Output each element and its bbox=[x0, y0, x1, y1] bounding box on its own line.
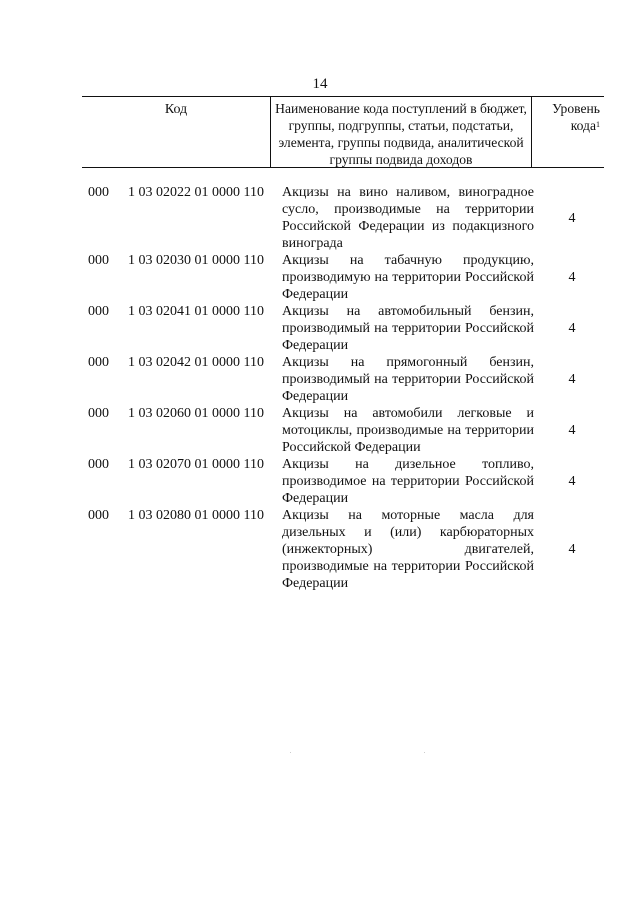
code-level: 4 bbox=[568, 372, 576, 387]
revenue-name: Акцизы на дизельное топливо, производимое на территории Российской Федерации bbox=[282, 457, 534, 506]
revenue-code: 1 03 02080 01 0000 110 bbox=[128, 508, 264, 523]
table-header bbox=[82, 96, 604, 168]
admin-code: 000 bbox=[88, 253, 109, 268]
revenue-name: Акцизы на прямогонный бензин, производимый на территории Российской Федерации bbox=[282, 355, 534, 404]
header-level-footnote: 1 bbox=[596, 120, 600, 129]
revenue-name: Акцизы на моторные масла для дизельных и (или) карбюраторных (инжекторных) двигателей, производимые на территории Российской Федерации bbox=[282, 508, 534, 591]
admin-code: 000 bbox=[88, 457, 109, 472]
revenue-code: 1 03 02060 01 0000 110 bbox=[128, 406, 264, 421]
header-name: Наименование кода поступлений в бюджет, группы, подгруппы, статьи, подстатьи, элемента, группы подвида, аналитической группы подвида доходов bbox=[270, 97, 532, 167]
page-number: 14 bbox=[312, 76, 328, 92]
revenue-name: Акцизы на автомобильный бензин, производимый на территории Российской Федерации bbox=[282, 304, 534, 353]
revenue-code: 1 03 02042 01 0000 110 bbox=[128, 355, 264, 370]
admin-code: 000 bbox=[88, 304, 109, 319]
table-row bbox=[0, 456, 640, 507]
revenue-name: Акцизы на вино наливом, виноградное сусло, производимые на территории Российской Федерации из подакцизного винограда bbox=[282, 185, 534, 251]
revenue-code: 1 03 02030 01 0000 110 bbox=[128, 253, 264, 268]
code-level: 4 bbox=[568, 542, 576, 557]
table-row bbox=[0, 303, 640, 354]
admin-code: 000 bbox=[88, 185, 109, 200]
header-level-label: Уровень кода bbox=[552, 101, 600, 133]
table-row bbox=[0, 184, 640, 252]
header-code: Код bbox=[164, 102, 188, 117]
table-body bbox=[0, 184, 640, 592]
table-row bbox=[0, 405, 640, 456]
code-level: 4 bbox=[568, 270, 576, 285]
code-level: 4 bbox=[568, 211, 576, 226]
table-row bbox=[0, 354, 640, 405]
table-row bbox=[0, 252, 640, 303]
admin-code: 000 bbox=[88, 355, 109, 370]
scan-speck bbox=[424, 752, 425, 753]
revenue-name: Акцизы на автомобили легковые и мотоциклы, производимые на территории Российской Федерации bbox=[282, 406, 534, 455]
admin-code: 000 bbox=[88, 406, 109, 421]
scan-speck bbox=[290, 752, 291, 753]
table-row bbox=[0, 507, 640, 592]
revenue-code: 1 03 02041 01 0000 110 bbox=[128, 304, 264, 319]
code-level: 4 bbox=[568, 474, 576, 489]
admin-code: 000 bbox=[88, 508, 109, 523]
revenue-code: 1 03 02022 01 0000 110 bbox=[128, 185, 264, 200]
code-level: 4 bbox=[568, 321, 576, 336]
header-level bbox=[532, 97, 604, 167]
code-level: 4 bbox=[568, 423, 576, 438]
revenue-code: 1 03 02070 01 0000 110 bbox=[128, 457, 264, 472]
revenue-name: Акцизы на табачную продукцию, производимую на территории Российской Федерации bbox=[282, 253, 534, 302]
